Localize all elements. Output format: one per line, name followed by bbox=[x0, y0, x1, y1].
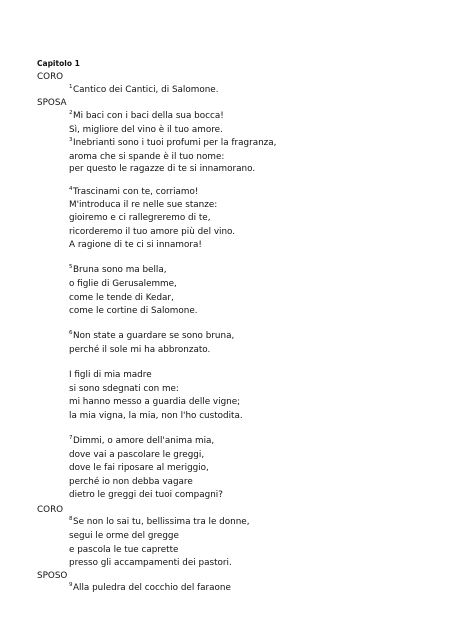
verse-number: 7 bbox=[69, 435, 73, 441]
verse-number: 3 bbox=[69, 137, 73, 143]
verse-line bbox=[69, 137, 276, 148]
verse-text: la mia vigna, la mia, non l'ho custodita. bbox=[69, 411, 243, 421]
verse-number: 6 bbox=[69, 330, 73, 336]
verse-text: si sono sdegnati con me: bbox=[69, 384, 179, 394]
verse-line bbox=[69, 293, 174, 303]
verse-line bbox=[69, 84, 219, 95]
verse-line bbox=[69, 477, 193, 487]
verse-text: come le tende di Kedar, bbox=[69, 293, 174, 303]
verse-line bbox=[69, 516, 250, 527]
verse-line bbox=[69, 125, 223, 135]
verse-text: dove le fai riposare al meriggio, bbox=[69, 463, 209, 473]
verse-number: 4 bbox=[69, 186, 73, 192]
verse-number: 5 bbox=[69, 264, 73, 270]
verse-line bbox=[69, 200, 217, 210]
verse-line bbox=[69, 397, 240, 407]
verse-line bbox=[69, 279, 177, 289]
verse-line bbox=[69, 435, 214, 446]
verse-text: Dimmi, o amore dell'anima mia, bbox=[73, 436, 215, 446]
verse-line bbox=[69, 330, 234, 341]
verse-text: A ragione di te ci si innamora! bbox=[69, 240, 202, 250]
verse-text: segui le orme del gregge bbox=[69, 531, 179, 541]
verse-line bbox=[69, 411, 243, 421]
verse-number: 1 bbox=[69, 84, 73, 90]
verse-text: dove vai a pascolare le greggi, bbox=[69, 450, 205, 460]
verse-text: M'introduca il re nelle sue stanze: bbox=[69, 200, 218, 210]
verse-number: 8 bbox=[69, 516, 73, 522]
verse-text: Cantico dei Cantici, di Salomone. bbox=[73, 85, 219, 95]
verse-line bbox=[69, 264, 167, 275]
speaker-label: CORO bbox=[37, 505, 64, 515]
chapter-title: Capitolo 1 bbox=[37, 59, 80, 68]
verse-line bbox=[69, 306, 198, 316]
verse-text: I figli di mia madre bbox=[69, 370, 152, 380]
verse-line bbox=[69, 345, 210, 355]
verse-number: 9 bbox=[69, 582, 73, 588]
speaker-label: SPOSO bbox=[37, 571, 68, 581]
verse-text: gioiremo e ci rallegreremo di te, bbox=[69, 213, 211, 223]
verse-text: dietro le greggi dei tuoi compagni? bbox=[69, 490, 223, 500]
verse-text: Se non lo sai tu, bellissima tra le donne, bbox=[73, 517, 250, 527]
verse-line bbox=[69, 384, 179, 394]
verse-line bbox=[69, 531, 179, 541]
verse-line bbox=[69, 186, 198, 197]
verse-line bbox=[69, 213, 211, 223]
verse-line bbox=[69, 227, 235, 237]
verse-text: Inebrianti sono i tuoi profumi per la fragranza, bbox=[73, 138, 277, 148]
verse-text: Bruna sono ma bella, bbox=[73, 265, 167, 275]
verse-line bbox=[69, 463, 209, 473]
verse-line bbox=[69, 110, 224, 121]
speaker-label: CORO bbox=[37, 72, 64, 82]
verse-line bbox=[69, 490, 223, 500]
verse-text: perché io non debba vagare bbox=[69, 477, 193, 487]
verse-number: 2 bbox=[69, 110, 73, 116]
verse-line bbox=[69, 450, 204, 460]
verse-text: presso gli accampamenti dei pastori. bbox=[69, 558, 232, 568]
verse-text: come le cortine di Salomone. bbox=[69, 306, 198, 316]
verse-text: Non state a guardare se sono bruna, bbox=[73, 331, 235, 341]
verse-line bbox=[69, 240, 202, 250]
verse-text: Mi baci con i baci della sua bocca! bbox=[73, 111, 224, 121]
verse-text: aroma che si spande è il tuo nome: bbox=[69, 152, 225, 162]
verse-text: Trascinami con te, corriamo! bbox=[73, 187, 199, 197]
speaker-label: SPOSA bbox=[37, 98, 67, 108]
verse-line bbox=[69, 558, 232, 568]
verse-text: o figlie di Gerusalemme, bbox=[69, 279, 177, 289]
verse-text: ricorderemo il tuo amore più del vino. bbox=[69, 227, 236, 237]
verse-text: mi hanno messo a guardia delle vigne; bbox=[69, 397, 241, 407]
verse-text: per questo le ragazze di te si innamorano. bbox=[69, 164, 256, 174]
verse-line bbox=[69, 370, 152, 380]
verse-line bbox=[69, 545, 178, 555]
verse-line bbox=[69, 152, 224, 162]
verse-line bbox=[69, 164, 255, 174]
verse-text: Alla puledra del cocchio del faraone bbox=[73, 583, 231, 593]
verse-text: Sì, migliore del vino è il tuo amore. bbox=[69, 125, 223, 135]
verse-text: perché il sole mi ha abbronzato. bbox=[69, 345, 211, 355]
verse-text: e pascola le tue caprette bbox=[69, 545, 179, 555]
verse-line bbox=[69, 582, 231, 593]
